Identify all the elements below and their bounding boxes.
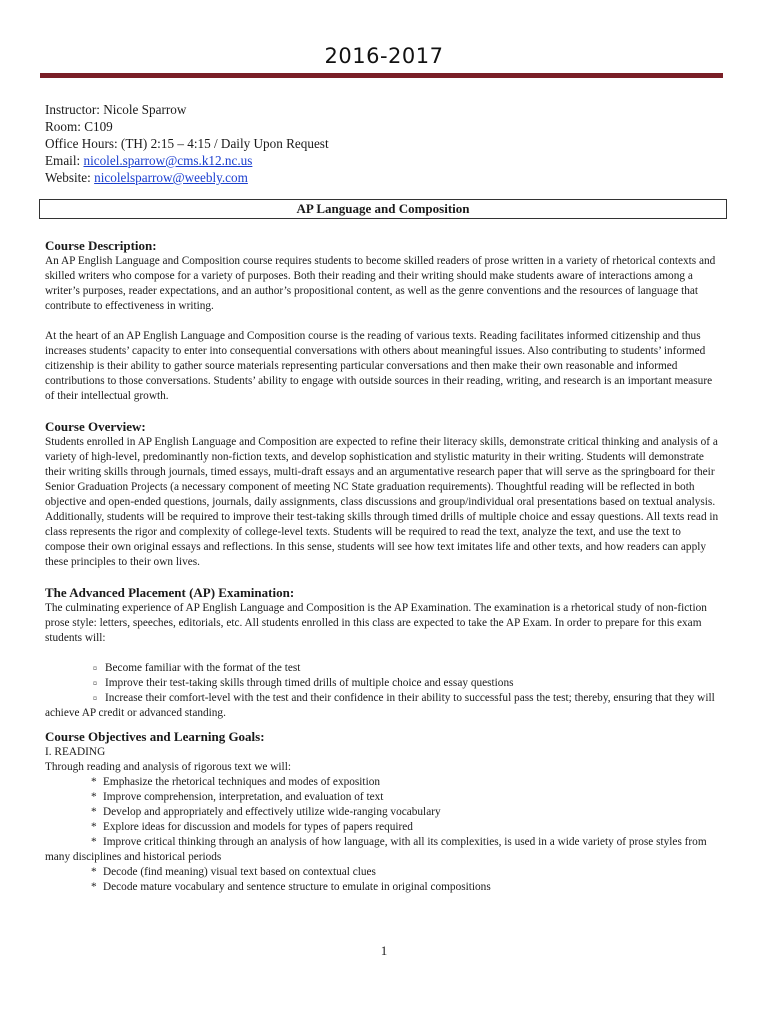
contact-block — [45, 101, 705, 186]
bullet-icon: ¤ — [93, 664, 97, 673]
list-item: ¤ Increase their comfort-level with the test and their confidence in their ability to successful pass the test; thereby, ensuring that they will achieve AP credit or advanced standing. — [45, 692, 715, 719]
star-bullet-icon: * — [91, 806, 97, 818]
email-label: Email: — [45, 153, 84, 168]
star-bullet-icon: * — [91, 881, 97, 893]
bullet-icon: ¤ — [93, 679, 97, 688]
header-divider — [40, 73, 723, 78]
document-body — [45, 238, 721, 895]
list-item: * Develop and appropriately and effectively utilize wide-ranging vocabulary — [91, 806, 441, 818]
reading-intro: Through reading and analysis of rigorous text we will: — [45, 761, 291, 773]
list-item: * Decode mature vocabulary and sentence structure to emulate in original compositions — [91, 881, 491, 893]
website-link[interactable]: nicolelsparrow@weebly.com — [94, 170, 248, 185]
star-bullet-icon: * — [91, 836, 97, 848]
list-item: * Improve critical thinking through an analysis of how language, with all its complexities, is used in a wide variety of prose styles from many disciplines and historical periods — [45, 836, 707, 863]
email-line — [45, 152, 705, 169]
room-line: Room: C109 — [45, 119, 113, 134]
course-description-paragraph-1: An AP English Language and Composition course requires students to become skilled readers of prose written in a variety of rhetorical contexts and skilled writers who compose for a variety of purposes. Both their reading and their writing should make students aware of interactions among a writer’s purposes, reader expectations, and an author’s propositional content, as well as the genre conventions and the resources of language that contribute to effectiveness in writing. — [45, 255, 716, 312]
ap-exam-paragraph: The culminating experience of AP English Language and Composition is the AP Examination. The examination is a rhetorical study of non-fiction prose style: letters, speeches, editorials, etc. All students enrolled in this class are expected to take the AP Exam. In order to prepare for this exam students will: — [45, 602, 707, 644]
list-item: * Decode (find meaning) visual text based on contextual clues — [91, 866, 376, 878]
website-line — [45, 169, 705, 186]
course-overview-heading: Course Overview: — [45, 419, 146, 434]
ap-exam-list — [45, 661, 721, 721]
office-hours-line: Office Hours: (TH) 2:15 – 4:15 / Daily Upon Request — [45, 136, 329, 151]
list-item: ¤ Improve their test-taking skills through timed drills of multiple choice and essay questions — [93, 677, 514, 689]
reading-objectives-list — [45, 775, 721, 895]
page-number: 1 — [380, 943, 388, 958]
bullet-icon: ¤ — [93, 694, 97, 703]
star-bullet-icon: * — [91, 776, 97, 788]
list-item: ¤ Become familiar with the format of the test — [93, 662, 301, 674]
course-overview-paragraph: Students enrolled in AP English Language and Composition are expected to refine their literacy skills, demonstrate critical thinking and analysis of a variety of high-level, predominantly non-fiction texts, and develop sophistication and stylistic maturity in their writing. Students will demonstrate their writing skills through journals, timed essays, multi-draft essays and an argumentative research paper that will serve as the springboard for their Senior Graduation Projects (a necessary component of meeting NC State graduation requirements). Thoughtful reading will be reflected in both objective and open-ended questions, journals, daily assignments, class discussions and group/individual oral presentations based on textual analysis. Additionally, students will be required to improve their test-taking skills through timed drills of multiple choice and essay questions. All texts read in class represents the rigor and complexity of college-level texts. Students will be required to read the text, analyze the text, and use the text to compose their own original essays and reflections. In this sense, students will see how text imitates life and other texts, and how readers can apply these principles to their own lives. — [45, 436, 719, 568]
website-label: Website: — [45, 170, 95, 185]
star-bullet-icon: * — [91, 821, 97, 833]
star-bullet-icon: * — [91, 866, 97, 878]
ap-exam-heading: The Advanced Placement (AP) Examination: — [45, 585, 295, 600]
instructor-line: Instructor: Nicole Sparrow — [45, 102, 187, 117]
star-bullet-icon: * — [91, 791, 97, 803]
document-year-title: 2016-2017 — [324, 44, 444, 68]
course-description-paragraph-2: At the heart of an AP English Language and Composition course is the reading of various texts. Reading facilitates informed citizenship and thus increases students’ capacity to enter into consequential conversations with others about meaningful issues. Also contributing to students’ informed citizenship is their ability to gather source materials representing particular conversations and then make their own reasonable and informed contributions to those conversations. Students’ ability to engage with outside sources in their reading, writing, and research is an important measure of their intellectual growth. — [45, 330, 713, 402]
email-link[interactable]: nicolel.sparrow@cms.k12.nc.us — [83, 153, 253, 168]
list-item: * Emphasize the rhetorical techniques and modes of exposition — [91, 776, 381, 788]
course-title-box: AP Language and Composition — [39, 199, 727, 219]
objectives-heading: Course Objectives and Learning Goals: — [45, 729, 265, 744]
course-description-heading: Course Description: — [45, 238, 157, 253]
list-item: * Explore ideas for discussion and models for types of papers required — [91, 821, 413, 833]
reading-section-label: I. READING — [45, 746, 106, 758]
list-item: * Improve comprehension, interpretation, and evaluation of text — [91, 791, 384, 803]
